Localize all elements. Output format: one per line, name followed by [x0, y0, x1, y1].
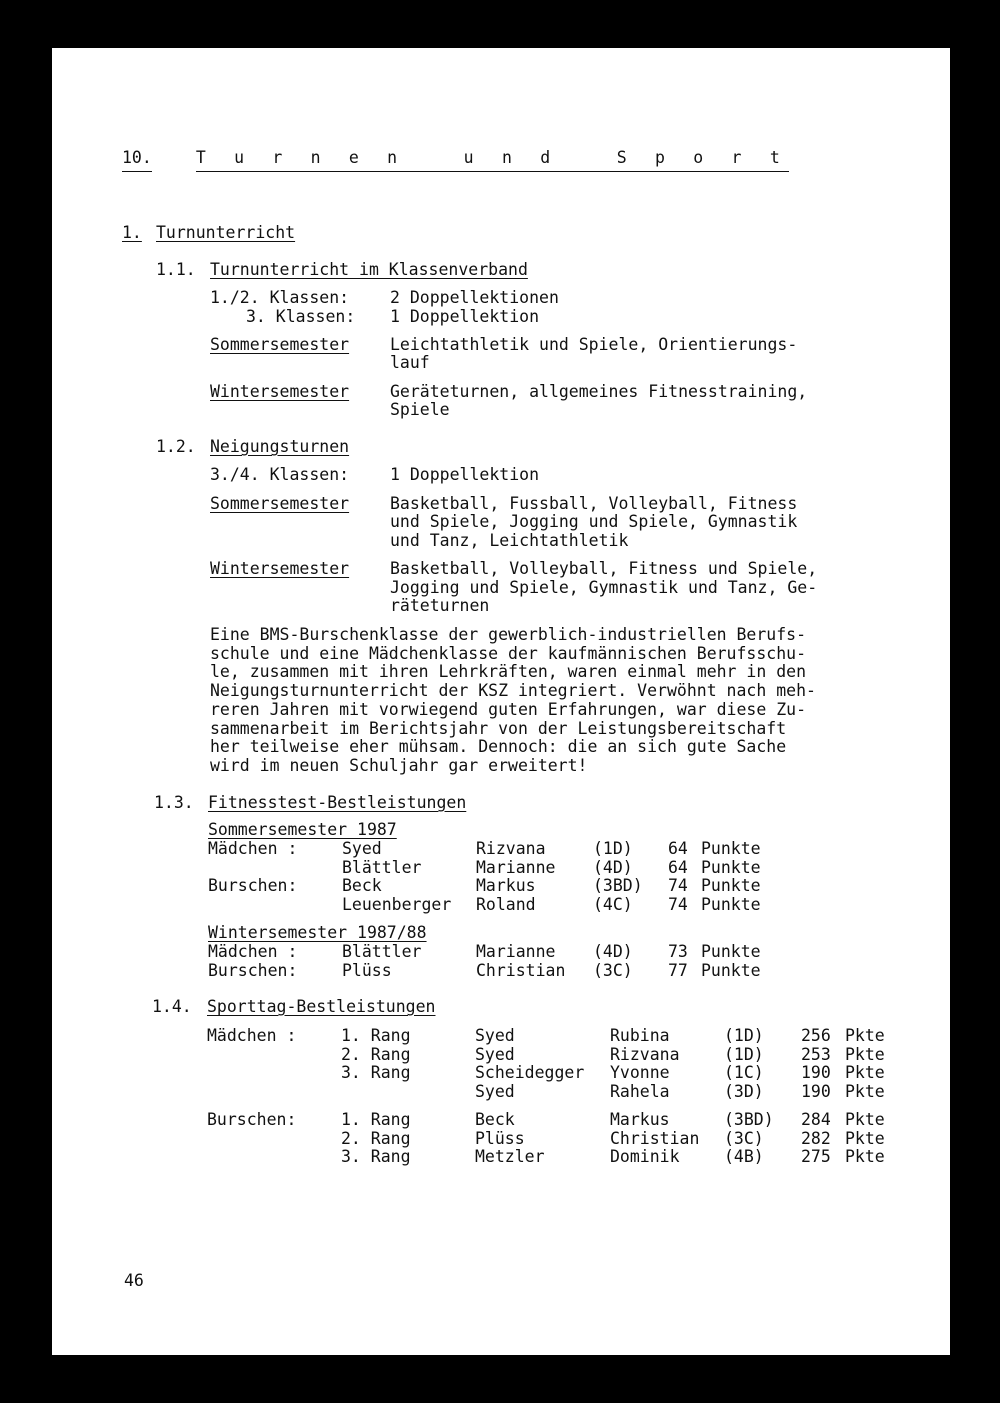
table-row: Mädchen : 1. Rang Syed Rubina (1D) 256 Pkte — [207, 1026, 885, 1045]
winter-1987-88-title: Wintersemester 1987/88 — [208, 923, 427, 942]
class-label: 3./4. Klassen: — [210, 465, 350, 484]
sommer-1987-title: Sommersemester 1987 — [208, 820, 397, 839]
page-number: 46 — [124, 1271, 144, 1290]
section-1-4-title: Sporttag-Bestleistungen — [207, 997, 436, 1016]
section-1-1-number: 1.1. — [156, 260, 196, 279]
paragraph-line: Eine BMS-Burschenklasse der gewerblich-industriellen Berufs- — [210, 625, 807, 644]
section-1-1-title: Turnunterricht im Klassenverband — [210, 260, 528, 279]
winter-line: Jogging und Spiele, Gymnastik und Tanz, Ge- — [390, 578, 818, 597]
table-row: Leuenberger Roland (4C) 74 Punkte — [342, 895, 761, 915]
chapter-title — [122, 148, 789, 172]
table-row: Blättler Marianne (4D) 64 Punkte — [342, 857, 761, 877]
sporttag-burschen-table — [207, 1111, 897, 1167]
section-1-2-title: Neigungsturnen — [210, 437, 350, 456]
table-row: Burschen: 1. Rang Beck Markus (3BD) 284 Pkte — [207, 1110, 885, 1129]
table-row: 2. Rang Plüss Christian (3C) 282 Pkte — [341, 1128, 885, 1148]
wintersemester-label: Wintersemester — [210, 382, 350, 401]
table-row: Burschen: Beck Markus (3BD) 74 Punkte — [208, 876, 761, 896]
fitness-winter-table — [208, 943, 828, 980]
class-value: 2 Doppellektionen — [390, 288, 559, 307]
class-label: 1./2. Klassen: — [210, 288, 350, 307]
winter-line: räteturnen — [390, 596, 490, 615]
sommer-line: Basketball, Fussball, Volleyball, Fitness — [390, 494, 798, 513]
paragraph-line: reren Jahren mit vorwiegend guten Erfahrungen, war diese Zu- — [210, 699, 807, 719]
paragraph-line: sammenarbeit im Berichtsjahr von der Leistungsbereitschaft — [210, 718, 787, 738]
sporttag-maedchen-table — [207, 1027, 897, 1102]
paragraph — [210, 626, 900, 776]
sommer-line: und Spiele, Jogging und Spiele, Gymnastik — [390, 512, 798, 531]
table-row: 3. Rang Metzler Dominik (4B) 275 Pkte — [341, 1147, 885, 1167]
section-1-number: 1. — [122, 223, 142, 242]
wintersemester-label: Wintersemester — [210, 559, 350, 578]
sommer-line: Leichtathletik und Spiele, Orientierungs- — [390, 335, 798, 354]
class-value: 1 Doppellektion — [390, 307, 540, 326]
paragraph-line: schule und eine Mädchenklasse der kaufmännischen Berufsschu- — [210, 643, 807, 663]
table-row: Mädchen : Blättler Marianne (4D) 73 Punkte — [208, 942, 761, 961]
table-row: 3. Rang Scheidegger Yvonne (1C) 190 Pkte — [341, 1063, 885, 1083]
table-row: Burschen: Plüss Christian (3C) 77 Punkte — [208, 960, 761, 980]
section-1-3-title: Fitnesstest-Bestleistungen — [208, 793, 467, 812]
table-row: 2. Rang Syed Rizvana (1D) 253 Pkte — [341, 1044, 885, 1064]
section-1-title: Turnunterricht — [156, 223, 296, 242]
document-page — [52, 48, 950, 1355]
paragraph-line: wird im neuen Schuljahr gar erweitert! — [210, 755, 588, 775]
chapter-number: 10. — [122, 148, 152, 172]
winter-line: Basketball, Volleyball, Fitness und Spiele, — [390, 559, 818, 578]
chapter-words: T u r n e n u n d S p o r t — [196, 148, 789, 172]
paragraph-line: her teilweise eher mühsam. Dennoch: die an sich gute Sache — [210, 737, 787, 757]
class-value: 1 Doppellektion — [390, 465, 540, 484]
paragraph-line: Neigungsturnunterricht der KSZ integriert. Verwöhnt nach meh- — [210, 681, 816, 701]
sommersemester-label: Sommersemester — [210, 335, 350, 354]
sommer-line: und Tanz, Leichtathletik — [390, 531, 629, 550]
section-1-3-number: 1.3. — [154, 793, 194, 812]
table-row: Syed Rahela (3D) 190 Pkte — [475, 1082, 885, 1102]
sommersemester-label: Sommersemester — [210, 494, 350, 513]
fitness-sommer-table — [208, 840, 828, 915]
class-label: 3. Klassen: — [246, 307, 356, 326]
section-1-4-number: 1.4. — [152, 997, 192, 1016]
winter-line: Spiele — [390, 400, 450, 419]
winter-line: Geräteturnen, allgemeines Fitnesstraining, — [390, 382, 808, 401]
section-1-2-number: 1.2. — [156, 437, 196, 456]
sommer-line: lauf — [390, 353, 430, 372]
table-row: Mädchen : Syed Rizvana (1D) 64 Punkte — [208, 839, 761, 858]
paragraph-line: le, zusammen mit ihren Lehrkräften, waren einmal mehr in den — [210, 662, 807, 682]
